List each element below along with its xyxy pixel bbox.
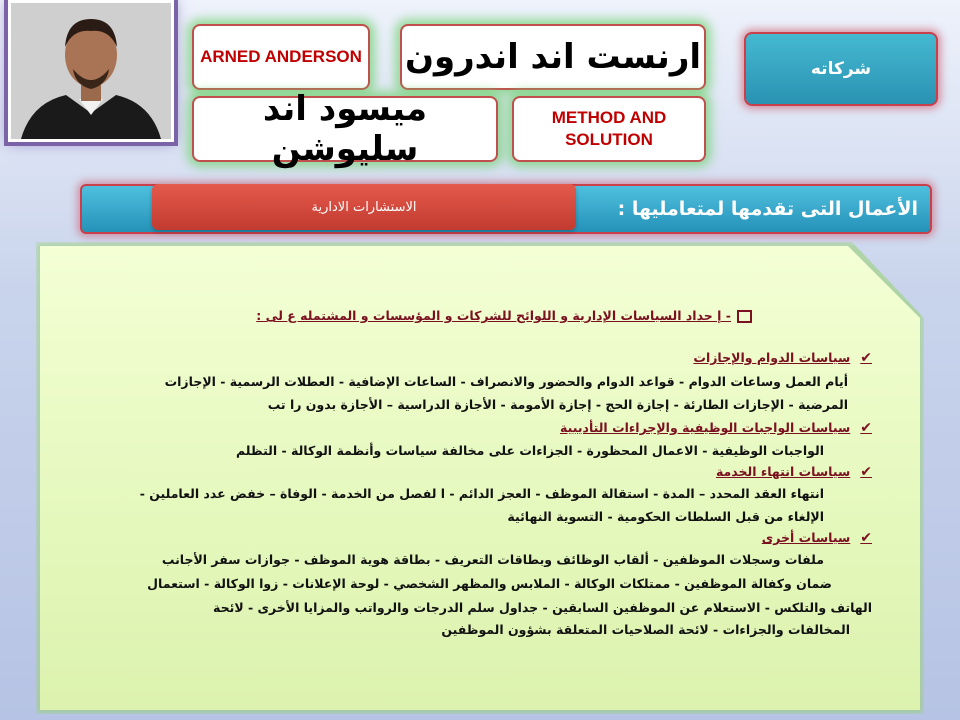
section-line: ملفات وسجلات الموظفين - ألقاب الوظائف وبطاقات التعريف - بطاقة هوية الموظف - جوازات سفر الأجانب bbox=[161, 552, 824, 567]
company-english: METHOD AND SOLUTION bbox=[551, 108, 667, 149]
section-line: الهاتف والتلكس - الاستعلام عن الموظفين السابقين - جداول سلم الدرجات والرواتب والمزايا الأخرى - لائحة bbox=[213, 600, 872, 615]
companies-button[interactable]: شركاته bbox=[744, 32, 938, 106]
section-heading: ✔سياسات الواجبات الوظيفية والإجراءات التأديبية bbox=[560, 420, 872, 436]
section-heading: ✔سياسات انتهاء الخدمة bbox=[715, 464, 872, 480]
company-arabic: ميسود اند سليوشن bbox=[262, 89, 428, 169]
section-line: ضمان وكفالة الموظفين - ممتلكات الوكالة - الملابس والمظهر الشخصي - لوحة الإعلانات - زوا الوكالة - استعمال bbox=[147, 576, 832, 591]
profile-photo bbox=[8, 0, 174, 142]
section-heading: ✔سياسات الدوام والإجازات bbox=[693, 350, 872, 366]
section-heading: ✔سياسات أخرى bbox=[761, 530, 872, 546]
person-portrait-icon bbox=[11, 3, 171, 139]
section-line: المخالفات والجزاءات - لائحة الصلاحيات المتعلقة بشؤون الموظفين bbox=[441, 622, 850, 637]
name-arabic: ارنست اند اندرون bbox=[404, 37, 702, 77]
banner-title: الأعمال التى تقدمها لمتعامليها : bbox=[617, 198, 918, 220]
check-icon: ✔ bbox=[860, 350, 872, 366]
section-line: الإلغاء من قبل السلطات الحكومية - التسوية النهائية bbox=[507, 509, 824, 524]
square-bullet-icon bbox=[737, 310, 752, 323]
tab-management-consulting[interactable]: الاستشارات الادارية bbox=[152, 184, 576, 230]
name-english-box bbox=[192, 24, 370, 90]
section-line: الواجبات الوظيفية - الاعمال المحظورة - الجزاءات على مخالفة سياسات وأنظمة الوكالة - التظلم bbox=[235, 443, 824, 458]
company-english-box bbox=[512, 96, 706, 162]
section-line: أيام العمل وساعات الدوام - قواعد الدوام والحضور والانصراف - الساعات الإضافية - العطلات الرسمية - الإجازات bbox=[164, 374, 848, 389]
name-english: ARNED ANDERSON bbox=[200, 47, 362, 66]
check-icon: ✔ bbox=[860, 464, 872, 480]
section-line: انتهاء العقد المحدد – المدة - استقالة الموظف - العجز الدائم - ا لفصل من الخدمة - الوفاة – خفض عدد العاملين - bbox=[139, 486, 824, 501]
section-line: المرضية - الإجازات الطارئة - إجازة الحج - إجازة الأمومة - الأجازة الدراسية – الأجازة بدون را تب bbox=[267, 397, 848, 412]
intro-line: - إ حداد السياسات الإدارية و اللوائح للشركات و المؤسسات و المشتمله ع لى : bbox=[256, 308, 752, 323]
company-arabic-box bbox=[192, 89, 498, 169]
check-icon: ✔ bbox=[860, 530, 872, 546]
check-icon: ✔ bbox=[860, 420, 872, 436]
name-arabic-box bbox=[400, 24, 706, 90]
